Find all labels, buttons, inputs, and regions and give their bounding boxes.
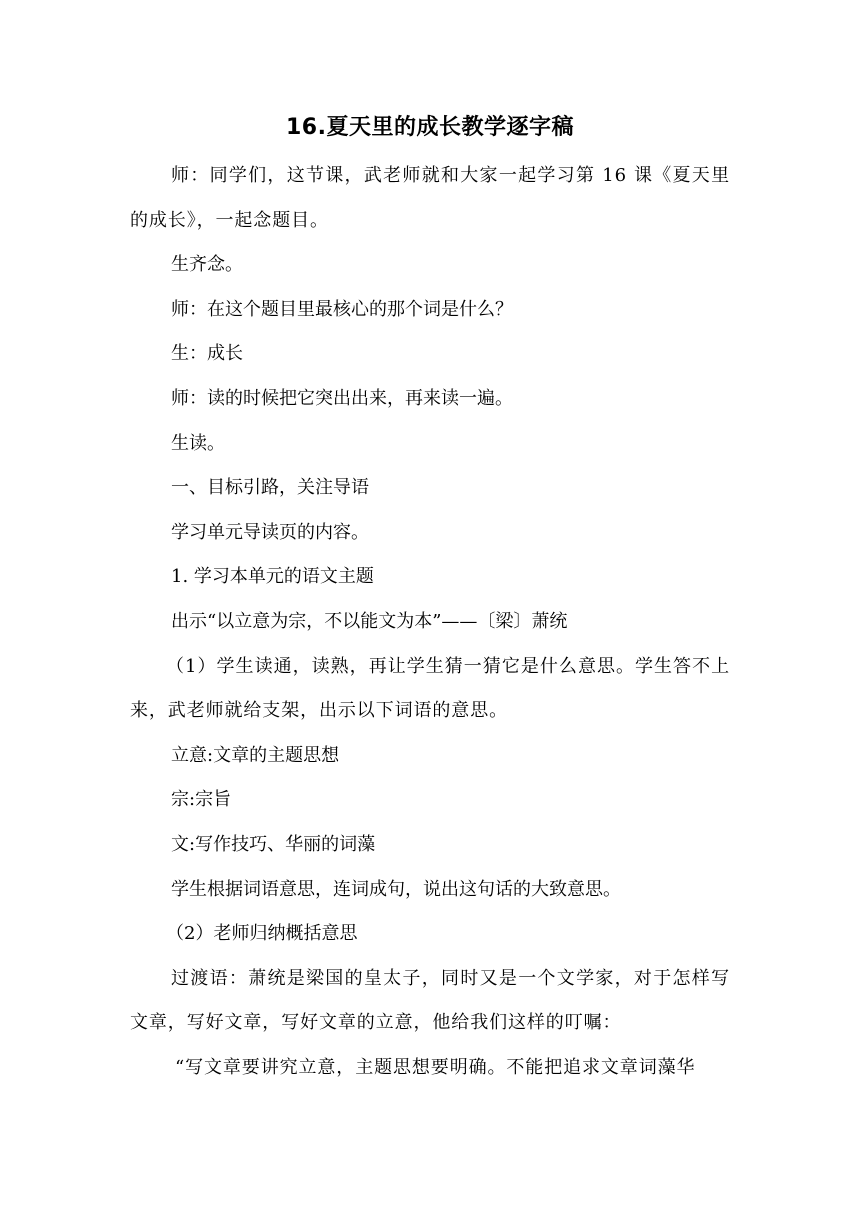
subsection-heading: 1. 学习本单元的语文主题 [171,566,374,588]
paragraph: 学生根据词语意思，连词成句，说出这句话的大致意思。 [171,878,621,900]
paragraph: 过渡语：萧统是梁国的皇太子，同时又是一个文学家，对于怎样写文章，写好文章，写好文章的立意，他给我们这样的叮嘱： [130,967,730,1034]
paragraph: 师：在这个题目里最核心的那个词是什么？ [171,298,513,320]
paragraph: （2）老师归纳概括意思 [166,923,358,945]
paragraph: 师：同学们，这节课，武老师就和大家一起学习第 16 课《夏天里的成长》，一起念题目。 [130,165,730,231]
paragraph: 立意:文章的主题思想 [171,744,340,766]
paragraph: 生读。 [171,432,225,454]
paragraph: 学习单元导读页的内容。 [171,521,369,543]
document-body [130,154,730,1090]
paragraph: （1）学生读通，读熟，再让学生猜一猜它是什么意思。学生答不上来，武老师就给支架，出示以下词语的意思。 [130,655,730,722]
paragraph: 师：读的时候把它突出出来，再来读一遍。 [171,387,513,409]
paragraph: 宗:宗旨 [171,789,232,811]
paragraph: 生：成长 [171,343,243,365]
document-title: 16.夏天里的成长教学逐字稿 [286,115,574,140]
section-heading: 一、目标引路，关注导语 [171,477,369,499]
paragraph: 文:写作技巧、华丽的词藻 [171,833,376,855]
paragraph: “写文章要讲究立意，主题思想要明确。不能把追求文章词藻华 [175,1056,696,1078]
paragraph: 生齐念。 [171,254,243,276]
paragraph: 出示“以立意为宗，不以能文为本”——〔梁〕萧统 [171,610,568,632]
